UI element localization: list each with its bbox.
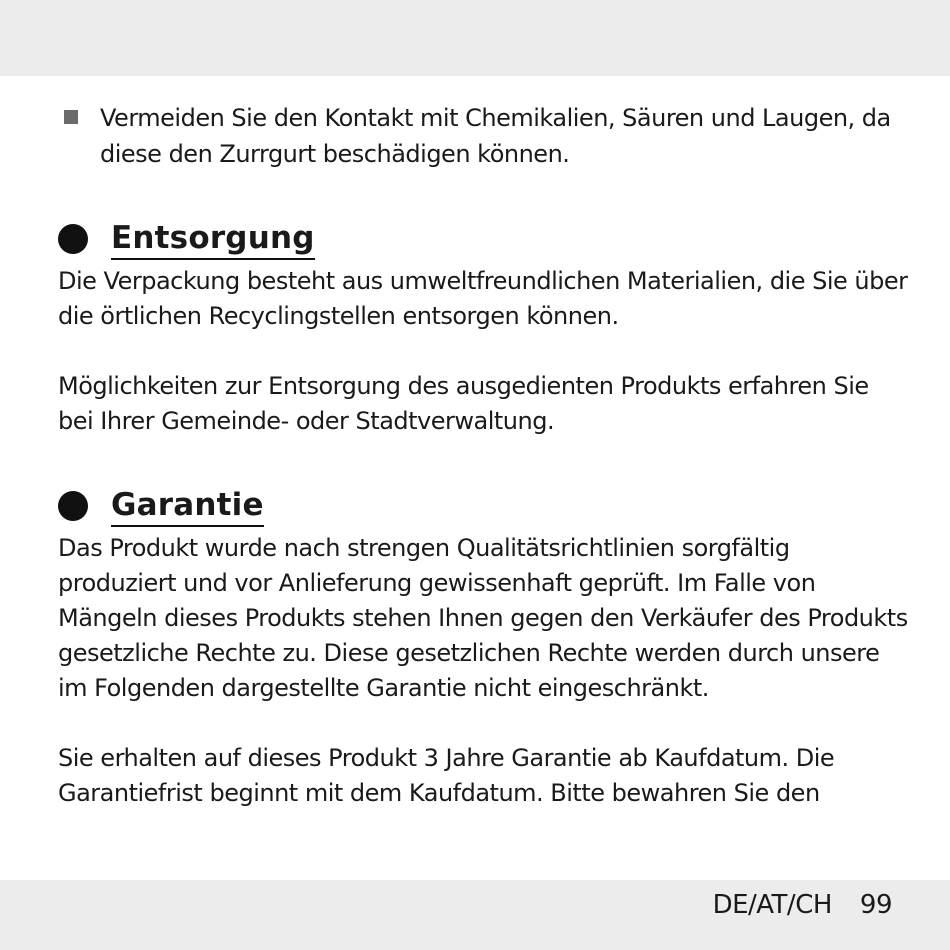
paragraph-quality: Das Produkt wurde nach strengen Qualitätsrichtlinien sorgfältig produziert und vor Anlieferung gewissenhaft geprüft. Im Falle von Mängeln dieses Produkts stehen Ihnen gegen den Verkäufer des Produkts gesetzliche Rechte zu. Diese gesetzlichen Rechte werden durch unsere im Folgenden dargestellte Garantie nicht eingeschränkt. <box>58 534 908 702</box>
paragraph-warranty-period: Sie erhalten auf dieses Produkt 3 Jahre Garantie ab Kaufdatum. Die Garantiefrist beginnt mit dem Kaufdatum. Bitte bewahren Sie den <box>58 744 835 807</box>
section-heading-entsorgung <box>58 218 908 264</box>
paragraph-packaging: Die Verpackung besteht aus umweltfreundlichen Materialien, die Sie über die örtlichen Recyclingstellen entsorgen können. <box>58 267 908 330</box>
heading-garantie: Garantie <box>111 485 264 527</box>
paragraph-disposal-options: Möglichkeiten zur Entsorgung des ausgedienten Produkts erfahren Sie bei Ihrer Gemeinde- oder Stadtverwaltung. <box>58 372 869 435</box>
care-bullet-item <box>58 100 908 172</box>
square-bullet-icon <box>64 110 78 124</box>
heading-entsorgung: Entsorgung <box>111 218 315 260</box>
footer-region: DE/AT/CH <box>712 890 832 920</box>
bullet-text: Vermeiden Sie den Kontakt mit Chemikalien, Säuren und Laugen, da diese den Zurrgurt beschädigen können. <box>100 104 891 168</box>
header-band <box>0 0 950 76</box>
section-heading-garantie <box>58 485 908 531</box>
bullet-dot-icon <box>58 491 88 521</box>
page-footer <box>713 888 892 922</box>
page-number: 99 <box>859 890 892 920</box>
bullet-dot-icon <box>58 224 88 254</box>
page-content <box>58 100 908 811</box>
